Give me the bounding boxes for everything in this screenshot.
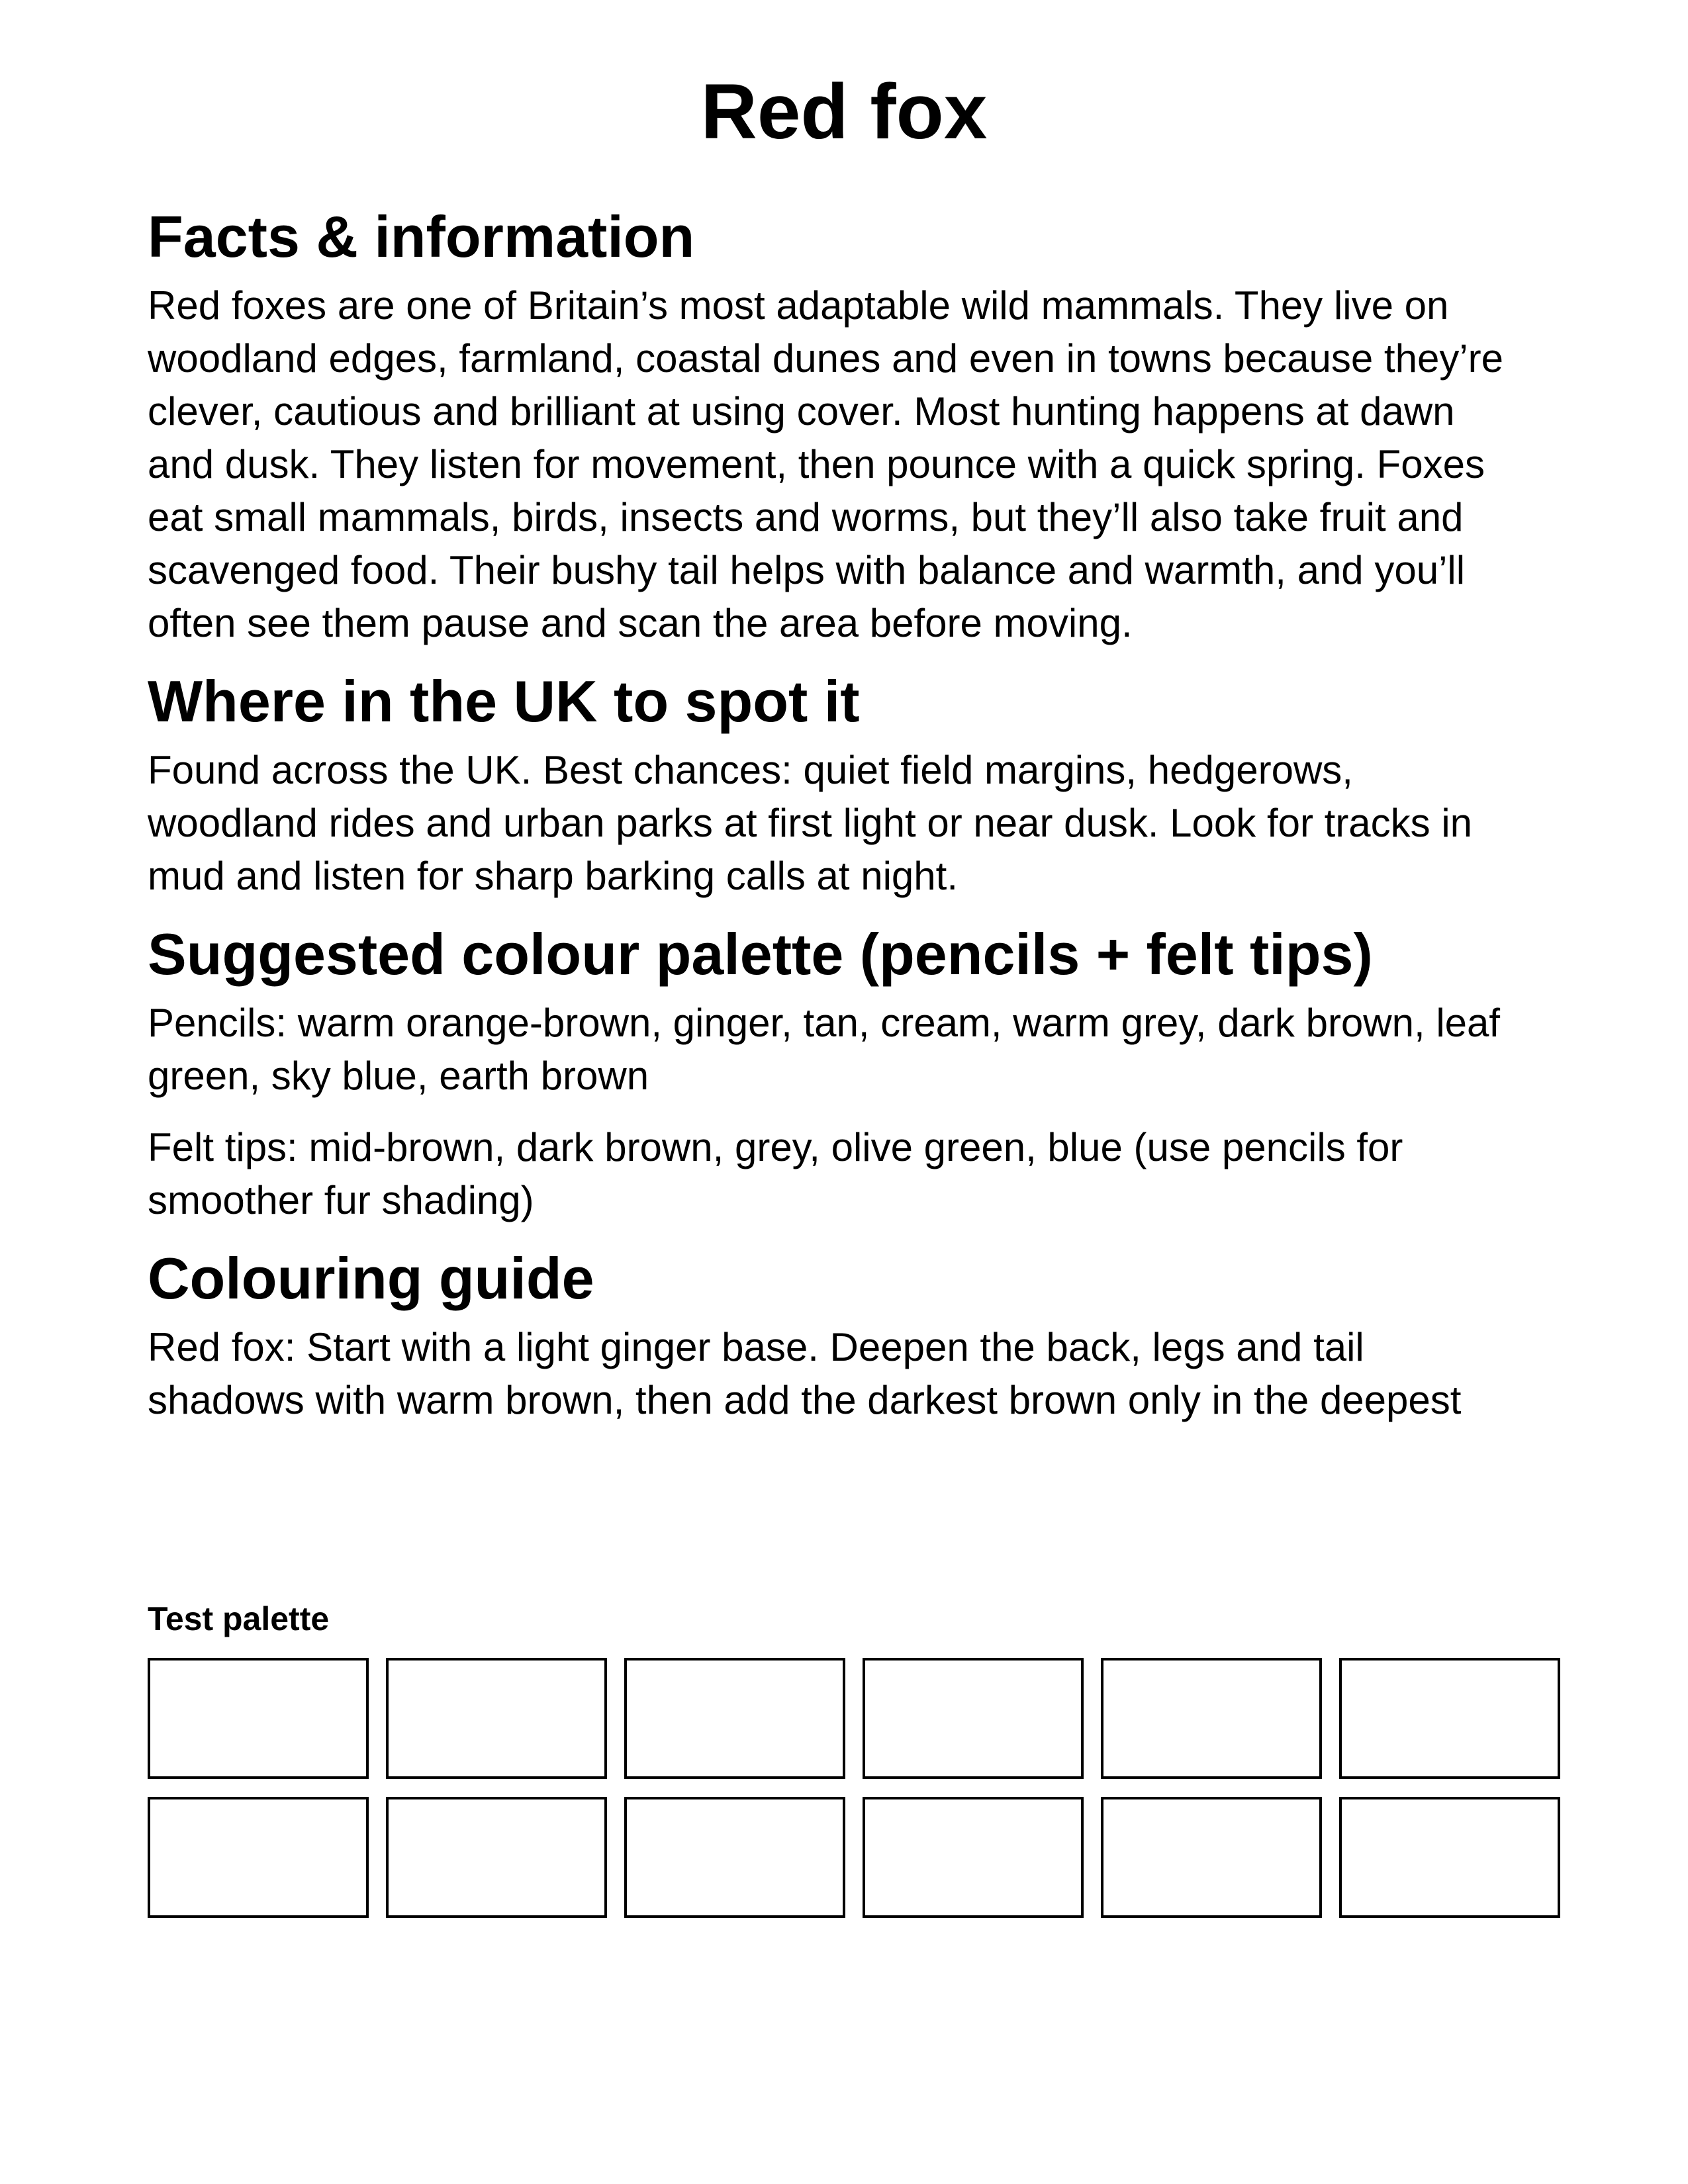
paragraph-pencils: Pencils: warm orange-brown, ginger, tan, cream, warm grey, dark brown, leaf green, sky blue, earth brown (148, 1001, 1501, 1098)
paragraph-felt-tips: Felt tips: mid-brown, dark brown, grey, olive green, blue (use pencils for smoother fur shading) (148, 1125, 1403, 1222)
section-colour-palette (148, 920, 1518, 1227)
page-title: Red fox (700, 68, 988, 156)
palette-swatch (148, 1658, 369, 1779)
heading-colour-palette: Suggested colour palette (pencils + felt tips) (148, 921, 1373, 987)
heading-colouring-guide: Colouring guide (148, 1246, 594, 1311)
palette-swatch (1339, 1658, 1560, 1779)
test-palette (148, 1599, 1560, 1918)
test-palette-label: Test palette (148, 1600, 330, 1637)
paragraph-where-to-spot: Found across the UK. Best chances: quiet field margins, hedgerows, woodland rides and urban parks at first light or near dusk. Look for tracks in mud and listen for sharp barking calls at night. (148, 748, 1473, 898)
test-palette-row (148, 1797, 1560, 1918)
palette-swatch (1101, 1658, 1322, 1779)
palette-swatch (1339, 1797, 1560, 1918)
section-facts-information (148, 203, 1518, 650)
section-where-to-spot (148, 667, 1518, 903)
palette-swatch (386, 1797, 607, 1918)
palette-swatch (624, 1658, 845, 1779)
palette-swatch (386, 1658, 607, 1779)
test-palette-row (148, 1658, 1560, 1779)
palette-swatch (148, 1797, 369, 1918)
section-colouring-guide (148, 1244, 1518, 1427)
paragraph-facts-information: Red foxes are one of Britain’s most adaptable wild mammals. They live on woodland edges, farmland, coastal dunes and even in towns because they’re clever, cautious and brilliant at using cover. Most hunting happens at dawn and dusk. They listen for movement, then pounce with a quick spring. Foxes eat small mammals, birds, insects and worms, but they’ll also take fruit and scavenged food. Their bushy tail helps with balance and warmth, and you’ll often see them pause and scan the area before moving. (148, 283, 1503, 645)
heading-where-to-spot: Where in the UK to spot it (148, 668, 860, 734)
palette-swatch (624, 1797, 845, 1918)
palette-swatch (863, 1797, 1084, 1918)
palette-swatch (1101, 1797, 1322, 1918)
palette-swatch (863, 1658, 1084, 1779)
paragraph-colouring-guide: Red fox: Start with a light ginger base. Deepen the back, legs and tail shadows with warm brown, then add the darkest brown only in the deepest (148, 1325, 1462, 1422)
document-body (148, 203, 1518, 1918)
heading-facts-information: Facts & information (148, 204, 695, 269)
